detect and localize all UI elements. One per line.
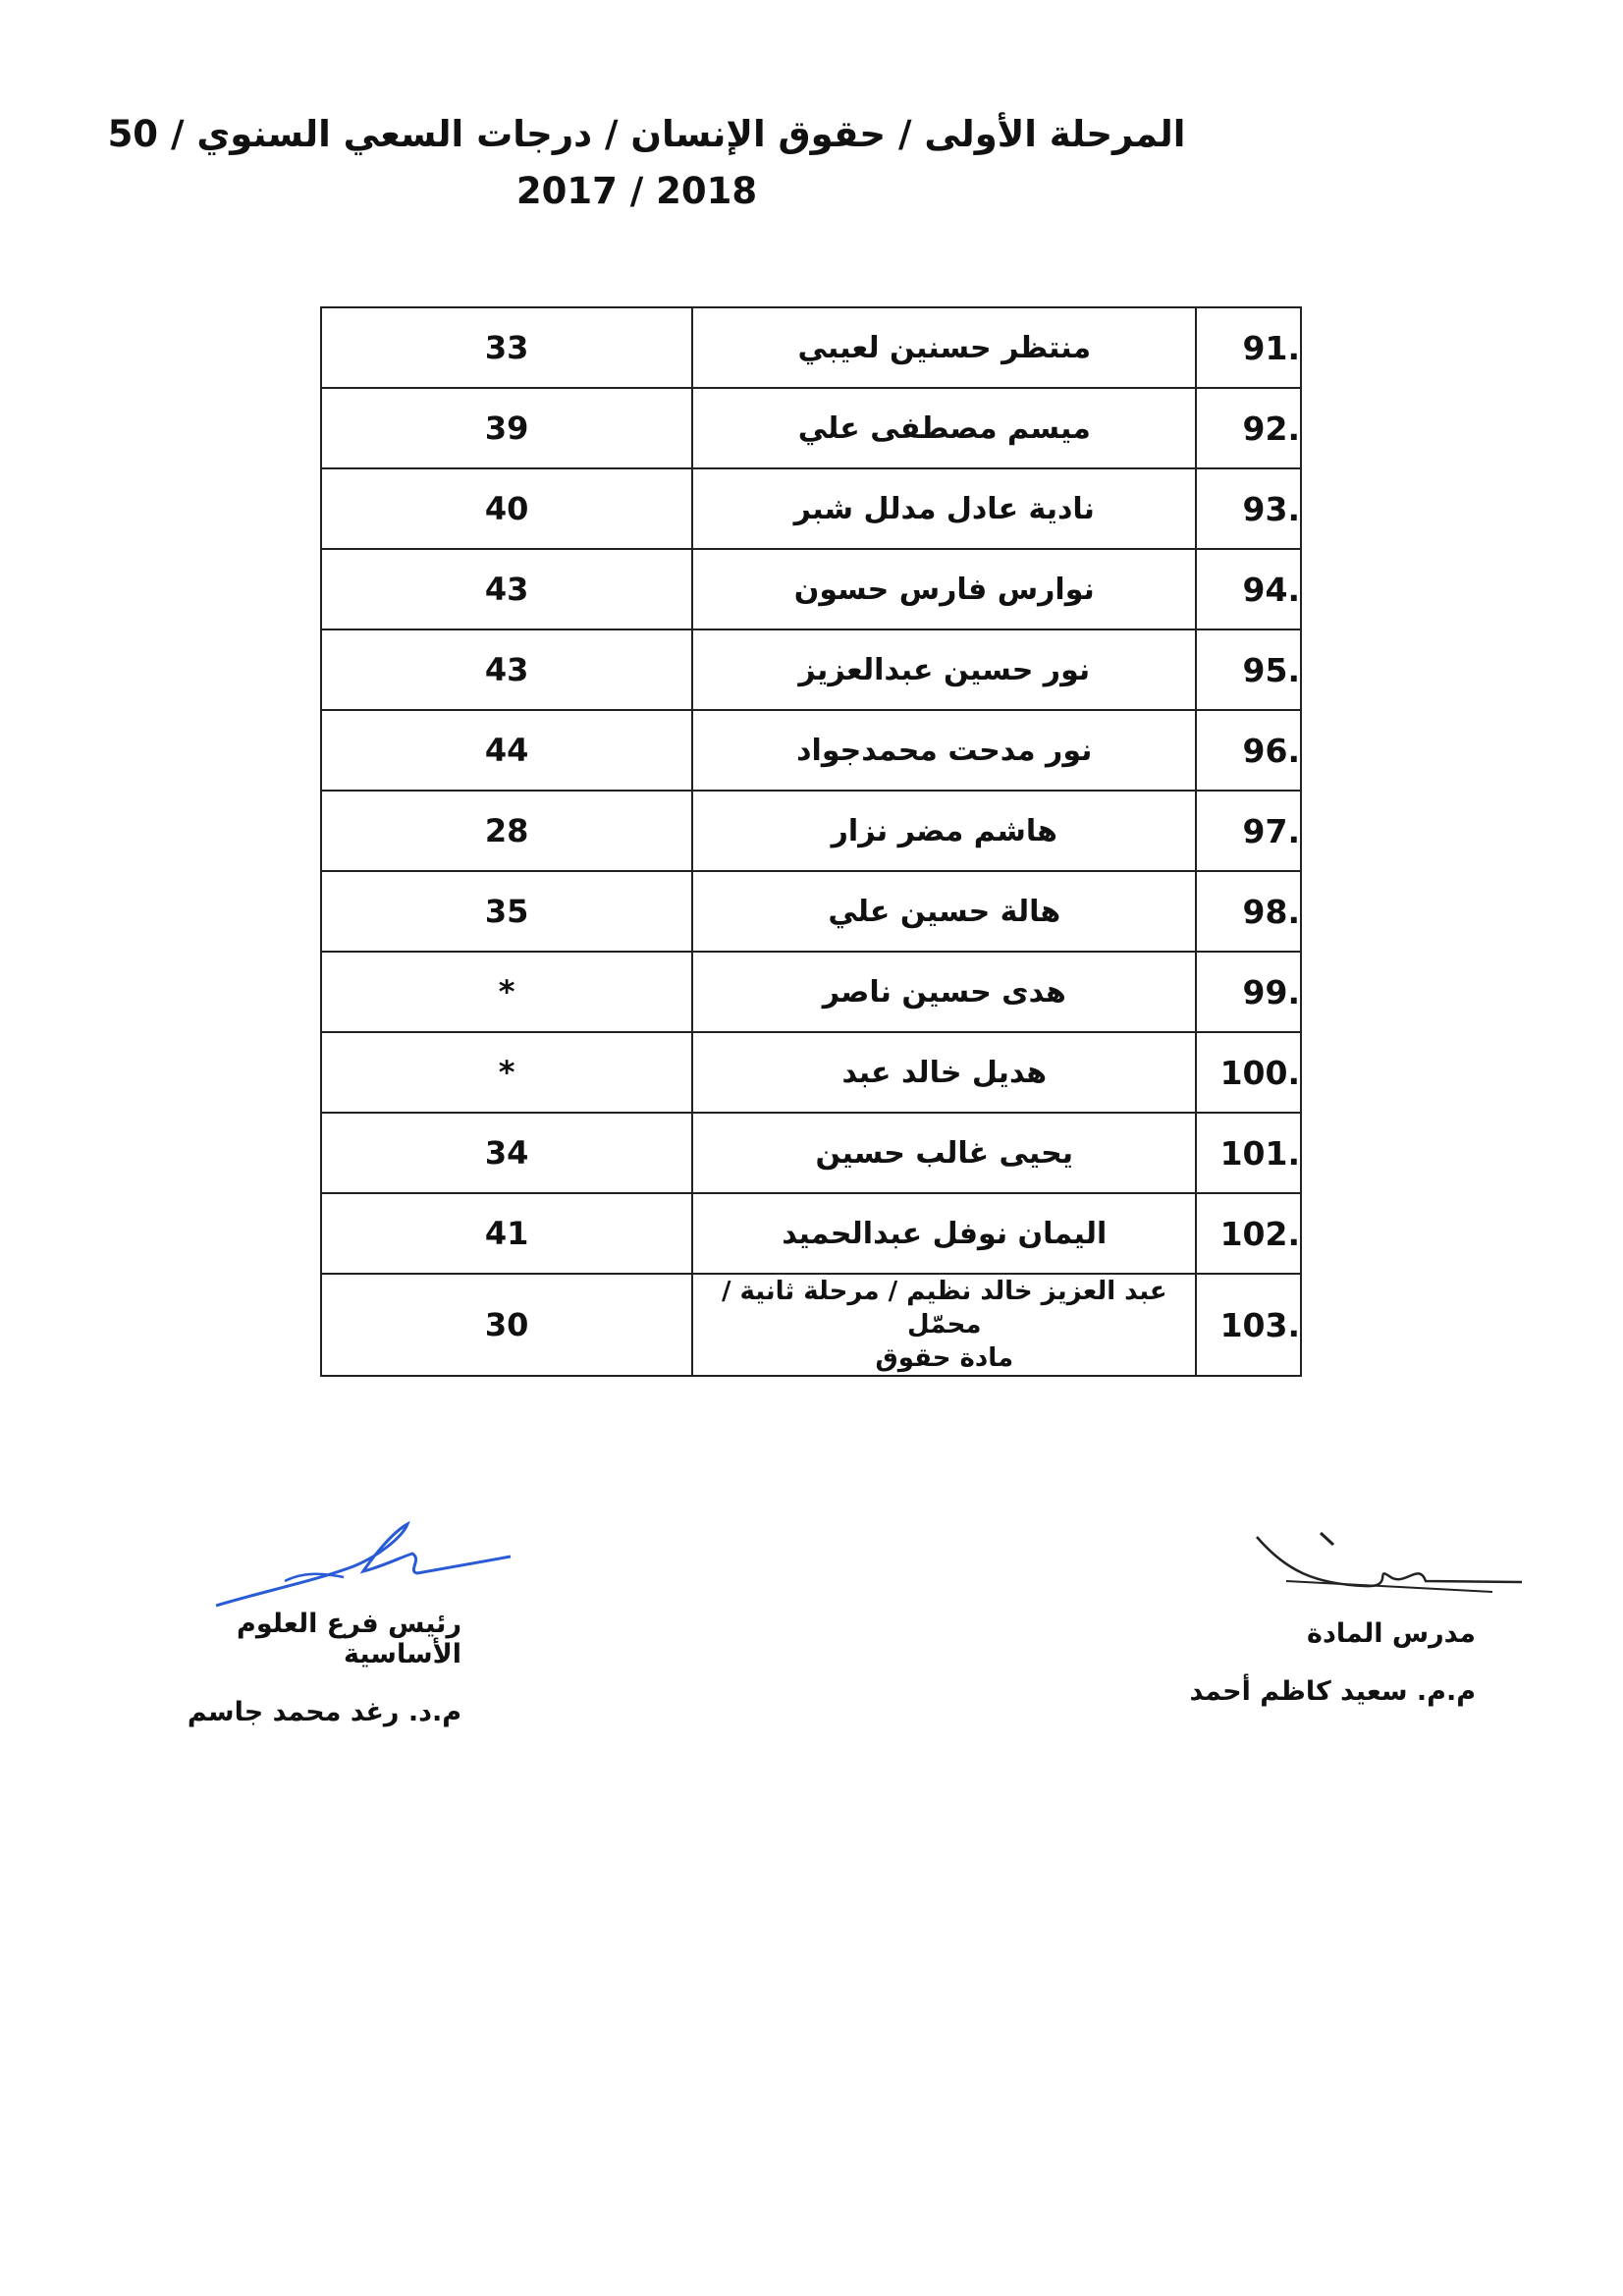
row-number-cell: 92. (1196, 388, 1301, 468)
table-row (321, 791, 1301, 871)
row-number-cell: 103. (1196, 1274, 1301, 1376)
score-cell: 35 (321, 871, 692, 952)
student-name-cell: ميسم مصطفى علي (692, 388, 1196, 468)
student-name-line-2: مادة حقوق (875, 1343, 1014, 1373)
table-row (321, 1193, 1301, 1274)
score-cell: 43 (321, 629, 692, 710)
row-number-cell: 98. (1196, 871, 1301, 952)
score-cell: 40 (321, 468, 692, 549)
score-cell: 30 (321, 1274, 692, 1376)
table-row (321, 468, 1301, 549)
student-name-cell: اليمان نوفل عبدالحميد (692, 1193, 1196, 1274)
score-cell: 41 (321, 1193, 692, 1274)
score-cell: 44 (321, 710, 692, 791)
row-number-cell: 97. (1196, 791, 1301, 871)
score-cell: 43 (321, 549, 692, 629)
student-name-cell (692, 1274, 1196, 1376)
student-name-cell: هديل خالد عبد (692, 1032, 1196, 1113)
head-role: رئيس فرع العلوم الأساسية (237, 1609, 461, 1669)
student-name-cell: نور حسين عبدالعزيز (692, 629, 1196, 710)
teacher-signature-block (1189, 1618, 1476, 1707)
table-row (321, 1274, 1301, 1376)
table-row (321, 388, 1301, 468)
student-name-cell: نوارس فارس حسون (692, 549, 1196, 629)
student-name-cell: هدى حسين ناصر (692, 952, 1196, 1032)
table-row (321, 549, 1301, 629)
row-number-cell: 100. (1196, 1032, 1301, 1113)
score-cell: * (321, 1032, 692, 1113)
academic-year: 2017 / 2018 (515, 170, 758, 212)
head-signature-scribble (206, 1512, 520, 1620)
student-name-cell: منتظر حسنين لعيبي (692, 307, 1196, 388)
student-name-cell: هاشم مضر نزار (692, 791, 1196, 871)
table-row (321, 1032, 1301, 1113)
student-name-cell: يحيى غالب حسين (692, 1113, 1196, 1193)
table-row (321, 871, 1301, 952)
table-row (321, 710, 1301, 791)
table-row (321, 629, 1301, 710)
row-number-cell: 99. (1196, 952, 1301, 1032)
page-title: المرحلة الأولى / حقوق الإنسان / درجات السعي السنوي / 50 (107, 113, 1186, 155)
score-cell: * (321, 952, 692, 1032)
row-number-cell: 96. (1196, 710, 1301, 791)
score-cell: 34 (321, 1113, 692, 1193)
table-row (321, 952, 1301, 1032)
student-name-cell: هالة حسين علي (692, 871, 1196, 952)
row-number-cell: 94. (1196, 549, 1301, 629)
student-name-cell: نور مدحت محمدجواد (692, 710, 1196, 791)
score-cell: 39 (321, 388, 692, 468)
grades-table (320, 306, 1302, 1377)
table-row (321, 1113, 1301, 1193)
row-number-cell: 101. (1196, 1113, 1301, 1193)
row-number-cell: 91. (1196, 307, 1301, 388)
head-name: م.د. رغد محمد جاسم (187, 1697, 461, 1727)
teacher-role: مدرس المادة (1307, 1618, 1476, 1649)
row-number-cell: 95. (1196, 629, 1301, 710)
head-signature-block (147, 1609, 461, 1727)
teacher-signature-scribble (1247, 1527, 1532, 1606)
row-number-cell: 102. (1196, 1193, 1301, 1274)
score-cell: 33 (321, 307, 692, 388)
row-number-cell: 93. (1196, 468, 1301, 549)
student-name-cell: نادية عادل مدلل شبر (692, 468, 1196, 549)
table-row (321, 307, 1301, 388)
student-name-line-1: عبد العزيز خالد نظيم / مرحلة ثانية / محمّل (721, 1277, 1167, 1339)
score-cell: 28 (321, 791, 692, 871)
teacher-name: م.م. سعيد كاظم أحمد (1189, 1676, 1476, 1707)
